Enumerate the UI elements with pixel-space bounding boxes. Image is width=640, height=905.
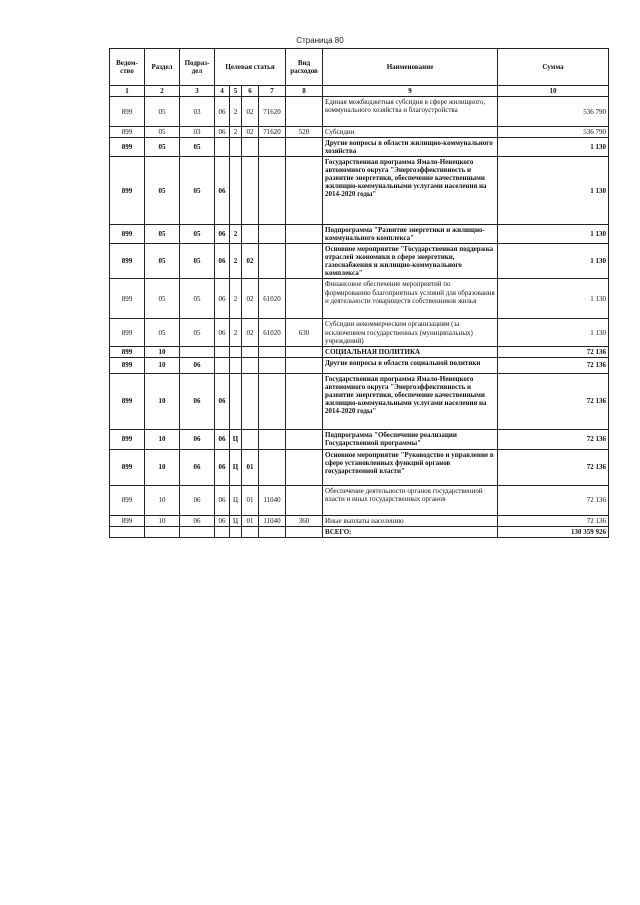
cell-vid-rashodov: 360 [286, 515, 323, 526]
table-body [110, 97, 609, 538]
cell-cs-1: 06 [215, 319, 230, 346]
cell-cs-4: 11040 [259, 485, 286, 515]
cell-cs-3 [242, 357, 259, 373]
cell-vid-rashodov [286, 357, 323, 373]
cell-cs-1 [215, 526, 230, 537]
cell-naimenovanie: Иные выплаты населению [323, 515, 498, 526]
cell-cs-1: 06 [215, 279, 230, 319]
cell-vid-rashodov [286, 138, 323, 157]
cell-vid-rashodov [286, 244, 323, 279]
cell-vid-rashodov [286, 373, 323, 429]
cell-cs-3: 02 [242, 97, 259, 127]
header-naimenovanie: Наименование [323, 49, 498, 86]
cell-razdel: 10 [145, 485, 180, 515]
cell-cs-2 [230, 357, 242, 373]
cell-cs-3 [242, 346, 259, 357]
cell-vid-rashodov: 630 [286, 319, 323, 346]
cell-naimenovanie: Основное мероприятие "Государственная поддержка отраслей экономики в сфере энергетики, газоснабжения и жилищно-коммунального комплекса" [323, 244, 498, 279]
column-number-cell: 3 [180, 86, 215, 97]
budget-table [109, 48, 609, 538]
cell-cs-4: 11040 [259, 515, 286, 526]
header-podrazdel: Подраз-дел [180, 49, 215, 86]
column-number-cell: 8 [286, 86, 323, 97]
cell-podrazdel: 03 [180, 127, 215, 138]
cell-cs-2: 2 [230, 279, 242, 319]
cell-cs-4: 61020 [259, 319, 286, 346]
cell-naimenovanie: Другие вопросы в области социальной политики [323, 357, 498, 373]
header-celevaya-statya: Целевая статья [215, 49, 286, 86]
cell-cs-3: 01 [242, 485, 259, 515]
cell-summa: 1 130 [498, 157, 609, 225]
cell-razdel [145, 526, 180, 537]
cell-razdel: 05 [145, 225, 180, 244]
cell-cs-1: 06 [215, 127, 230, 138]
cell-podrazdel: 05 [180, 279, 215, 319]
cell-naimenovanie: Основное мероприятие "Руководство и управление в сфере установленных функций органов государственной власти" [323, 449, 498, 485]
cell-summa: 1 130 [498, 244, 609, 279]
cell-vedomstvo: 899 [110, 319, 145, 346]
table-row [110, 138, 609, 157]
cell-podrazdel: 06 [180, 515, 215, 526]
cell-cs-1: 06 [215, 429, 230, 449]
cell-cs-4 [259, 225, 286, 244]
cell-naimenovanie: Единая межбюджетная субсидия в сфере жилищного, коммунального хозяйства и благоустройства [323, 97, 498, 127]
column-number-cell: 1 [110, 86, 145, 97]
table-row [110, 346, 609, 357]
cell-cs-1: 06 [215, 373, 230, 429]
cell-razdel: 05 [145, 138, 180, 157]
cell-podrazdel: 06 [180, 429, 215, 449]
table-row [110, 357, 609, 373]
cell-cs-4 [259, 357, 286, 373]
cell-cs-4 [259, 346, 286, 357]
cell-razdel: 05 [145, 279, 180, 319]
cell-cs-4 [259, 157, 286, 225]
table-row [110, 279, 609, 319]
cell-podrazdel [180, 346, 215, 357]
cell-cs-3 [242, 138, 259, 157]
cell-vid-rashodov [286, 346, 323, 357]
cell-cs-2 [230, 346, 242, 357]
cell-razdel: 05 [145, 127, 180, 138]
table-row [110, 97, 609, 127]
cell-vedomstvo: 899 [110, 97, 145, 127]
cell-vid-rashodov [286, 157, 323, 225]
cell-vedomstvo: 899 [110, 127, 145, 138]
cell-cs-2 [230, 138, 242, 157]
cell-cs-2: 2 [230, 127, 242, 138]
cell-razdel: 05 [145, 97, 180, 127]
cell-cs-2: Ц [230, 429, 242, 449]
cell-naimenovanie: Подпрограмма "Обеспечение реализации Государственной программы" [323, 429, 498, 449]
cell-cs-1: 06 [215, 449, 230, 485]
cell-cs-3 [242, 526, 259, 537]
cell-cs-2: 2 [230, 319, 242, 346]
table-row [110, 127, 609, 138]
cell-cs-4 [259, 373, 286, 429]
cell-cs-2: Ц [230, 515, 242, 526]
table-row [110, 373, 609, 429]
cell-summa: 72 136 [498, 346, 609, 357]
cell-summa: 72 136 [498, 357, 609, 373]
cell-naimenovanie: Финансовое обеспечение мероприятий по формированию благоприятных условий для образования и деятельности товариществ собственников жилья [323, 279, 498, 319]
cell-cs-3 [242, 373, 259, 429]
cell-vedomstvo: 899 [110, 279, 145, 319]
cell-vid-rashodov [286, 429, 323, 449]
cell-razdel: 10 [145, 373, 180, 429]
cell-cs-3: 02 [242, 319, 259, 346]
cell-razdel: 10 [145, 357, 180, 373]
cell-vedomstvo: 899 [110, 244, 145, 279]
column-number-cell: 9 [323, 86, 498, 97]
cell-podrazdel: 06 [180, 357, 215, 373]
cell-cs-2: 2 [230, 97, 242, 127]
cell-cs-3: 02 [242, 244, 259, 279]
cell-vedomstvo: 899 [110, 373, 145, 429]
cell-cs-2: 2 [230, 225, 242, 244]
cell-vedomstvo: 899 [110, 357, 145, 373]
table-row [110, 157, 609, 225]
cell-cs-1: 06 [215, 225, 230, 244]
cell-summa: 130 359 926 [498, 526, 609, 537]
cell-cs-2: Ц [230, 485, 242, 515]
cell-naimenovanie: Подпрограмма "Развитие энергетики и жилищно-коммунального комплекса" [323, 225, 498, 244]
cell-cs-1: 06 [215, 97, 230, 127]
column-number-cell: 4 [215, 86, 230, 97]
cell-podrazdel: 03 [180, 97, 215, 127]
cell-naimenovanie: ВСЕГО: [323, 526, 498, 537]
column-number-cell: 7 [259, 86, 286, 97]
cell-razdel: 05 [145, 157, 180, 225]
cell-vid-rashodov [286, 279, 323, 319]
cell-cs-4 [259, 449, 286, 485]
cell-cs-3: 02 [242, 127, 259, 138]
cell-cs-3: 01 [242, 515, 259, 526]
cell-vedomstvo: 899 [110, 157, 145, 225]
cell-cs-2: Ц [230, 449, 242, 485]
table-row [110, 485, 609, 515]
cell-naimenovanie: СОЦИАЛЬНАЯ ПОЛИТИКА [323, 346, 498, 357]
cell-cs-1: 06 [215, 515, 230, 526]
cell-vid-rashodov [286, 526, 323, 537]
cell-cs-4 [259, 429, 286, 449]
cell-summa: 72 136 [498, 485, 609, 515]
cell-cs-1: 06 [215, 244, 230, 279]
cell-naimenovanie: Другие вопросы в области жилищно-коммунального хозяйства [323, 138, 498, 157]
cell-cs-3: 01 [242, 449, 259, 485]
header-vid-rashodov: Вид расходов [286, 49, 323, 86]
column-number-row [110, 86, 609, 97]
cell-summa: 72 136 [498, 373, 609, 429]
cell-razdel: 05 [145, 244, 180, 279]
cell-razdel: 10 [145, 346, 180, 357]
cell-vedomstvo: 899 [110, 346, 145, 357]
cell-vedomstvo: 899 [110, 429, 145, 449]
cell-cs-4: 71620 [259, 97, 286, 127]
cell-summa: 536 790 [498, 97, 609, 127]
cell-cs-4 [259, 244, 286, 279]
table-row [110, 449, 609, 485]
cell-vedomstvo: 899 [110, 225, 145, 244]
cell-cs-3: 02 [242, 279, 259, 319]
cell-cs-1 [215, 357, 230, 373]
cell-vid-rashodov [286, 485, 323, 515]
cell-cs-1: 06 [215, 157, 230, 225]
cell-vid-rashodov [286, 97, 323, 127]
cell-cs-3 [242, 429, 259, 449]
column-number-cell: 5 [230, 86, 242, 97]
cell-razdel: 10 [145, 449, 180, 485]
cell-summa: 1 130 [498, 225, 609, 244]
column-number-cell: 10 [498, 86, 609, 97]
cell-summa: 72 136 [498, 429, 609, 449]
cell-naimenovanie: Государственная программа Ямало-Ненецкого автономного округа "Энергоэффективность и развитие энергетики, обеспечение качественными жилищно-коммунальными услугами населения на 2014-2020 годы" [323, 373, 498, 429]
cell-cs-1 [215, 346, 230, 357]
cell-naimenovanie: Обеспечение деятельности органов государственной власти и иных государственных органов [323, 485, 498, 515]
cell-cs-4 [259, 138, 286, 157]
cell-podrazdel: 06 [180, 485, 215, 515]
cell-vedomstvo: 899 [110, 449, 145, 485]
cell-podrazdel: 05 [180, 244, 215, 279]
table-header-row [110, 49, 609, 86]
cell-naimenovanie: Государственная программа Ямало-Ненецкого автономного округа "Энергоэффективность и развитие энергетики, обеспечение качественными жилищно-коммунальными услугами населения на 2014-2020 годы" [323, 157, 498, 225]
cell-vid-rashodov [286, 225, 323, 244]
table-row [110, 429, 609, 449]
cell-vedomstvo: 899 [110, 485, 145, 515]
cell-vid-rashodov: 520 [286, 127, 323, 138]
cell-razdel: 05 [145, 319, 180, 346]
cell-cs-4: 71620 [259, 127, 286, 138]
table-row [110, 526, 609, 537]
cell-vedomstvo: 899 [110, 138, 145, 157]
cell-summa: 536 790 [498, 127, 609, 138]
cell-summa: 1 130 [498, 319, 609, 346]
cell-razdel: 10 [145, 429, 180, 449]
cell-summa: 72 136 [498, 515, 609, 526]
header-summa: Сумма [498, 49, 609, 86]
page-number-label: Страница 80 [296, 36, 344, 45]
cell-summa: 1 130 [498, 138, 609, 157]
table-row [110, 515, 609, 526]
table-row [110, 244, 609, 279]
cell-razdel: 10 [145, 515, 180, 526]
cell-podrazdel: 05 [180, 138, 215, 157]
cell-naimenovanie: Субсидии некоммерческим организациям (за исключением государственных (муниципальных) учреждений) [323, 319, 498, 346]
cell-cs-3 [242, 157, 259, 225]
cell-podrazdel: 05 [180, 319, 215, 346]
cell-cs-1: 06 [215, 485, 230, 515]
cell-vid-rashodov [286, 449, 323, 485]
cell-naimenovanie: Субсидии [323, 127, 498, 138]
cell-cs-2: 2 [230, 244, 242, 279]
table-row [110, 225, 609, 244]
column-number-cell: 2 [145, 86, 180, 97]
cell-vedomstvo: 899 [110, 515, 145, 526]
cell-cs-3 [242, 225, 259, 244]
column-number-cell: 6 [242, 86, 259, 97]
cell-podrazdel: 06 [180, 449, 215, 485]
cell-cs-2 [230, 373, 242, 429]
cell-cs-4 [259, 526, 286, 537]
header-vedomstvo: Ведом-ство [110, 49, 145, 86]
cell-podrazdel: 06 [180, 373, 215, 429]
cell-cs-2 [230, 157, 242, 225]
cell-cs-1 [215, 138, 230, 157]
cell-summa: 72 136 [498, 449, 609, 485]
cell-podrazdel [180, 526, 215, 537]
table-row [110, 319, 609, 346]
cell-podrazdel: 05 [180, 157, 215, 225]
cell-cs-2 [230, 526, 242, 537]
cell-vedomstvo [110, 526, 145, 537]
cell-podrazdel: 05 [180, 225, 215, 244]
cell-summa: 1 130 [498, 279, 609, 319]
header-razdel: Раздел [145, 49, 180, 86]
cell-cs-4: 61020 [259, 279, 286, 319]
